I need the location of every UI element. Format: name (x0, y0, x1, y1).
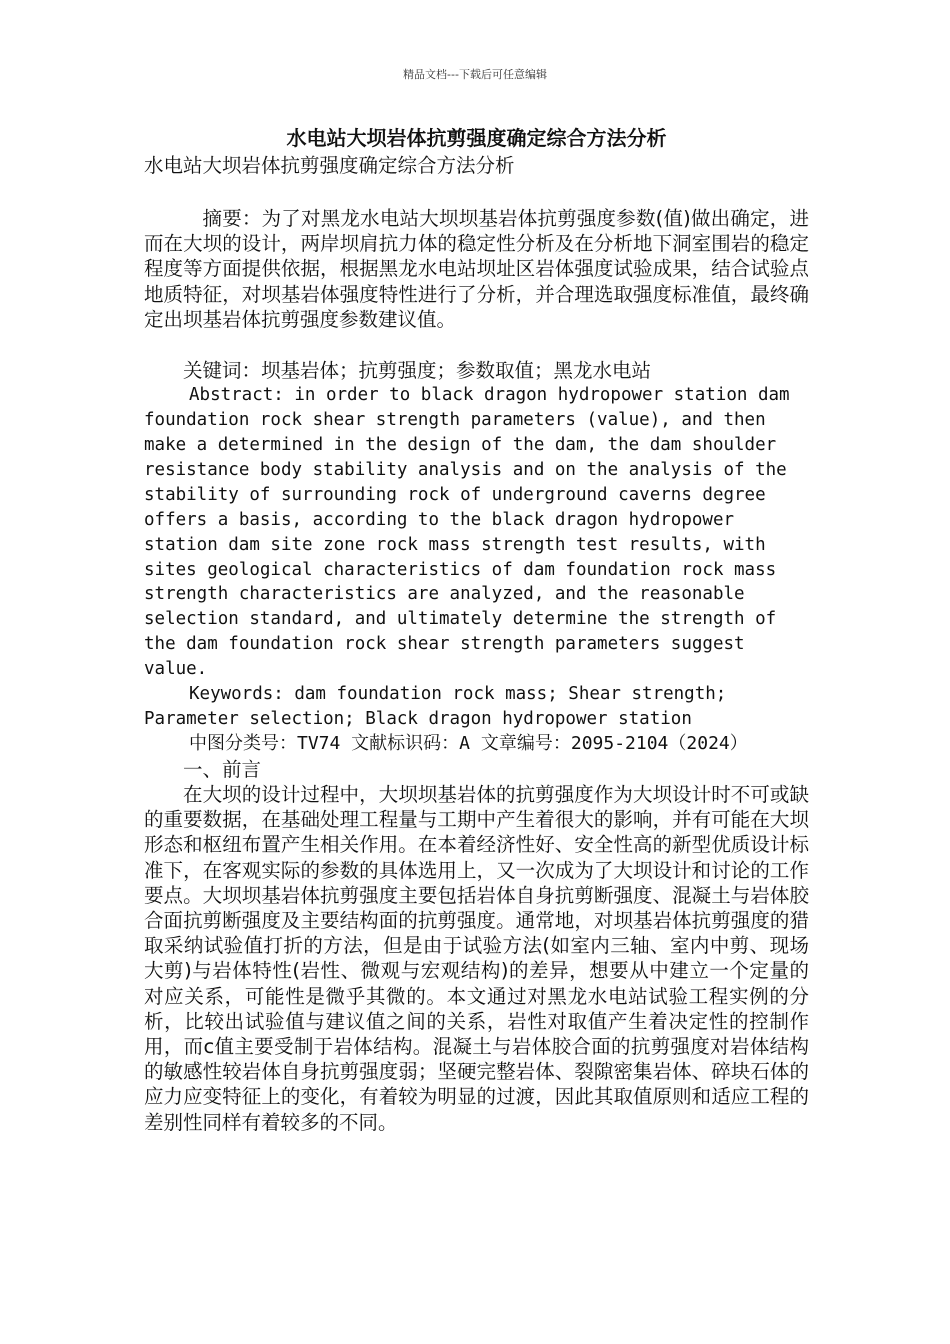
abstract-chinese: 摘要：为了对黑龙水电站大坝坝基岩体抗剪强度参数(值)做出确定，进而在大坝的设计，两岸坝肩抗力体的稳定性分析及在分析地下洞室围岩的稳定程度等方面提供依据，根据黑龙水电站坝址区岩体强度试验成果，结合试验点地质特征，对坝基岩体强度特性进行了分析，并合理选取强度标准值，最终确定出坝基岩体抗剪强度参数建议值。 (144, 207, 809, 331)
keywords-chinese: 关键词：坝基岩体；抗剪强度；参数取值；黑龙水电站 (183, 359, 652, 383)
document-subtitle: 水电站大坝岩体抗剪强度确定综合方法分析 (144, 154, 515, 177)
spacer (144, 332, 809, 358)
body-paragraph: 在大坝的设计过程中，大坝坝基岩体的抗剪强度作为大坝设计时不可或缺的重要数据，在基础处理工程量与工期中产生着很大的影响，并有可能在大坝形态和枢纽布置产生相关作用。在本着经济性好、安全性高的新型优质设计标准下，在客观实际的参数的具体选用上，又一次成为了大坝设计和讨论的工作要点。大坝坝基岩体抗剪强度主要包括岩体自身抗剪断强度、混凝土与岩体胶合面抗剪断强度及主要结构面的抗剪强度。通常地，对坝基岩体抗剪强度的猎取采纳试验值打折的方法，但是由于试验方法(如室内三轴、室内中剪、现场大剪)与岩体特性(岩性、微观与宏观结构)的差异，想要从中建立一个定量的对应关系，可能性是微乎其微的。本文通过对黑龙水电站试验工程实例的分析，比较出试验值与建议值之间的关系，岩性对取值产生着决定性的控制作用，而c值主要受制于岩体结构。混凝土与岩体胶合面的抗剪强度对岩体结构的敏感性较岩体自身抗剪强度弱；坚硬完整岩体、裂隙密集岩体、碎块石体的应力应变特征上的变化，有着较为明显的过渡，因此其取值原则和适应工程的差别性同样有着较多的不同。 (144, 783, 809, 1134)
document-body (144, 124, 809, 1135)
spacer (144, 180, 809, 206)
classification-line: 中图分类号：TV74 文献标识码：A 文章编号：2095-2104（2024） (189, 732, 748, 754)
document-title: 水电站大坝岩体抗剪强度确定综合方法分析 (286, 126, 667, 150)
page-header-note: 精品文档---下载后可任意编辑 (403, 68, 547, 81)
abstract-english: Abstract: in order to black dragon hydropower station dam foundation rock shear strength parameters (value), and then make a determined in the design of the dam, the dam shoulder resistance body stability analysis and on the analysis of the stability of surrounding rock of underground caverns degree offers a basis, according to the black dragon hydropower station dam site zone rock mass strength test results, with sites geological characteristics of dam foundation rock mass strength characteristics are analyzed, and the reasonable selection standard, and ultimately determine the strength of the dam foundation rock shear strength parameters suggest value. (144, 385, 790, 680)
section-heading: 一、前言 (183, 757, 262, 781)
keywords-english: Keywords: dam foundation rock mass; Shear strength; Parameter selection; Black dragon hydropower station (144, 684, 727, 729)
